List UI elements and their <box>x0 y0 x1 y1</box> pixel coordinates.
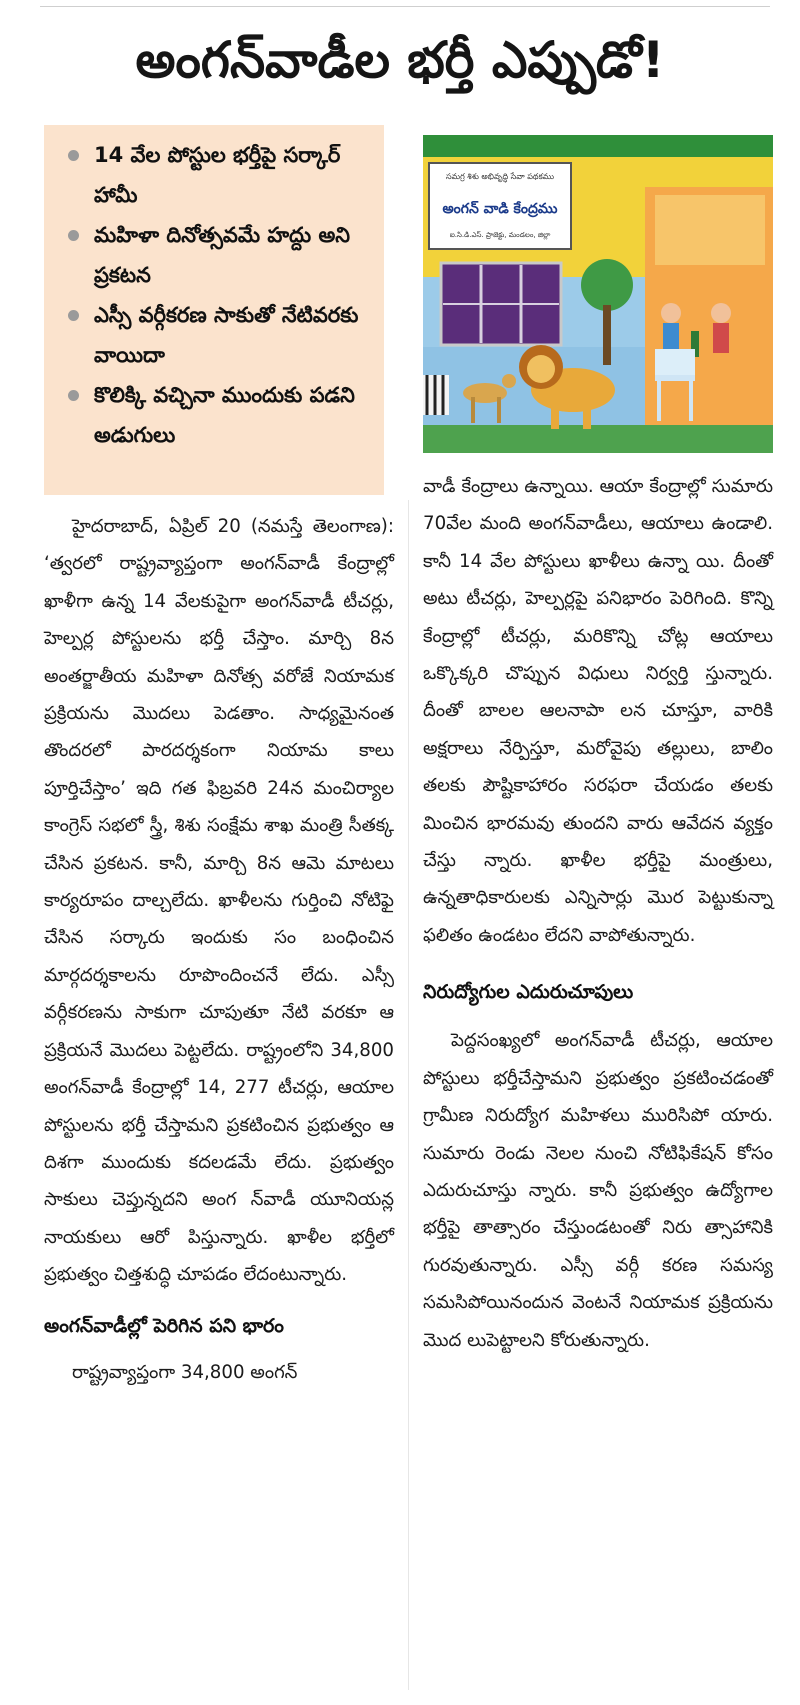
article-column-left <box>44 508 394 1391</box>
headline: అంగన్‌వాడీల భర్తీ ఎప్పుడో! <box>135 31 665 89</box>
anganwadi-centre-photo <box>423 135 773 453</box>
sign-line-3: ఐ.సి.డి.ఎస్. ప్రాజెక్టు, మండలం, జిల్లా <box>449 231 551 239</box>
article-column-right <box>423 468 773 1359</box>
article-paragraph: పెద్దసంఖ్యలో అంగన్‌వాడీ టీచర్లు, ఆయాల పోస్టులు భర్తీచేస్తామని ప్రభుత్వం ప్రకటించడంతో గ్రామీణ నిరుద్యోగ మహిళలు మురిసిపో యారు. సుమారు రెండు నెలల నుంచి నోటిఫికేషన్ కోసం ఎదురుచూస్తు న్నారు. కానీ ప్రభుత్వం ఉద్యోగాల భర్తీపై తాత్సారం చేస్తుండటంతో నిరు త్సాహానికి గురవుతున్నారు. ఎస్సీ వర్గీ కరణ సమస్య సమసిపోయినందున వెంటనే నియామక ప్రక్రియను మొద లుపెట్టాలని కోరుతున్నారు. <box>423 1030 773 1351</box>
bullet-icon <box>68 150 79 161</box>
subheading: నిరుద్యోగుల ఎదురుచూపులు <box>423 981 634 1004</box>
sign-line-1: సమగ్ర శిశు అభివృద్ధి సేవా పథకము <box>446 172 554 181</box>
top-rule <box>40 6 770 7</box>
subheading: అంగన్‌వాడీల్లో పెరిగిన పని భారం <box>44 1314 284 1337</box>
bullet-icon <box>68 310 79 321</box>
bullet-icon <box>68 230 79 241</box>
column-divider <box>408 500 409 1690</box>
highlight-text: ఎస్సీ వర్గీకరణ సాకుతో నేటివరకు వాయిదా <box>94 303 359 367</box>
highlight-item <box>58 295 376 375</box>
highlight-item <box>58 135 376 215</box>
sign-title: అంగన్ వాడి కేంద్రము <box>442 201 558 217</box>
article-paragraph: వాడీ కేంద్రాలు ఉన్నాయి. ఆయా కేంద్రాల్లో సుమారు 70వేల మంది అంగన్‌వాడీలు, ఆయాలు ఉండాలి. కానీ 14 వేల పోస్టులు ఖాళీలు ఉన్నా యి. దీంతో అటు టీచర్లు, హెల్పర్లపై పనిభారం పెరిగింది. కొన్ని కేంద్రాల్లో టీచర్లు, మరికొన్ని చోట్ల ఆయాలు ఒక్కొక్కరి చొప్పున విధులు నిర్వర్తి స్తున్నారు. దీంతో బాలల ఆలనాపా లన చూస్తూ, వారికి అక్షరాలు నేర్పిస్తూ, మరోవైపు తల్లులు, బాలిం తలకు పౌష్టికాహారం సరఫరా చేయడం తలకు మించిన భారమవు తుందని వారు ఆవేదన వ్యక్తం చేస్తు న్నారు. ఖాళీల భర్తీపై మంత్రులు, ఉన్నతాధికారులకు ఎన్నిసార్లు మొర పెట్టుకున్నా ఫలితం ఉండటం లేదని వాపోతున్నారు. <box>423 476 773 946</box>
highlight-text: మహిళా దినోత్సవమే హద్దు అని ప్రకటన <box>94 223 350 287</box>
highlight-text: కొలిక్కి వచ్చినా ముందుకు పడని అడుగులు <box>94 383 355 447</box>
highlight-item <box>58 375 376 455</box>
highlights-box <box>44 125 384 495</box>
article-paragraph: రాష్ట్రవ్యాప్తంగా 34,800 అంగన్ <box>72 1361 298 1383</box>
bullet-icon <box>68 390 79 401</box>
photo-illustration <box>423 135 773 453</box>
highlights-list <box>44 125 384 455</box>
article-paragraph: హైదరాబాద్, ఏప్రిల్ 20 (నమస్తే తెలంగాణ): ‘త్వరలో రాష్ట్రవ్యాప్తంగా అంగన్‌వాడీ కేంద్రాల్లో ఖాళీగా ఉన్న 14 వేలకుపైగా అంగన్‌వాడీ టీచర్లు, హెల్పర్ల పోస్టులను భర్తీ చేస్తాం. మార్చి 8న అంతర్జాతీయ మహిళా దినోత్స వరోజే నియామక ప్రక్రియను మొదలు పెడతాం. సాధ్యమైనంత తొందరలో పారదర్శకంగా నియామ కాలు పూర్తిచేస్తాం’ ఇది గత ఫిబ్రవరి 24న మంచిర్యాల కాంగ్రెస్ సభలో స్త్రీ, శిశు సంక్షేమ శాఖ మంత్రి సీతక్క చేసిన ప్రకటన. కానీ, మార్చి 8న ఆమె మాటలు కార్యరూపం దాల్చలేదు. ఖాళీలను గుర్తించి నోటిఫై చేసిన సర్కారు ఇందుకు సం బంధించిన మార్గదర్శకాలను రూపొందించనే లేదు. ఎస్సీ వర్గీకరణను సాకుగా చూపుతూ నేటి వరకూ ఆ ప్రక్రియనే మొదలు పెట్టలేదు. రాష్ట్రంలోని 34,800 అంగన్‌వాడీ కేంద్రాల్లో 14, 277 టీచర్లు, ఆయాల పోస్టులను భర్తీ చేస్తామని ప్రకటించిన ప్రభుత్వం ఆ దిశగా ముందుకు కదలడమే లేదు. ప్రభుత్వం సాకులు చెప్తున్నదని అంగ న్‌వాడీ యూనియన్ల నాయకులు ఆరో పిస్తున్నారు. ఖాళీల భర్తీలో ప్రభుత్వం చిత్తశుద్ధి చూపడం లేదంటున్నారు. <box>44 516 394 1286</box>
highlight-item <box>58 215 376 295</box>
highlight-text: 14 వేల పోస్టుల భర్తీపై సర్కార్ హామీ <box>94 143 341 207</box>
